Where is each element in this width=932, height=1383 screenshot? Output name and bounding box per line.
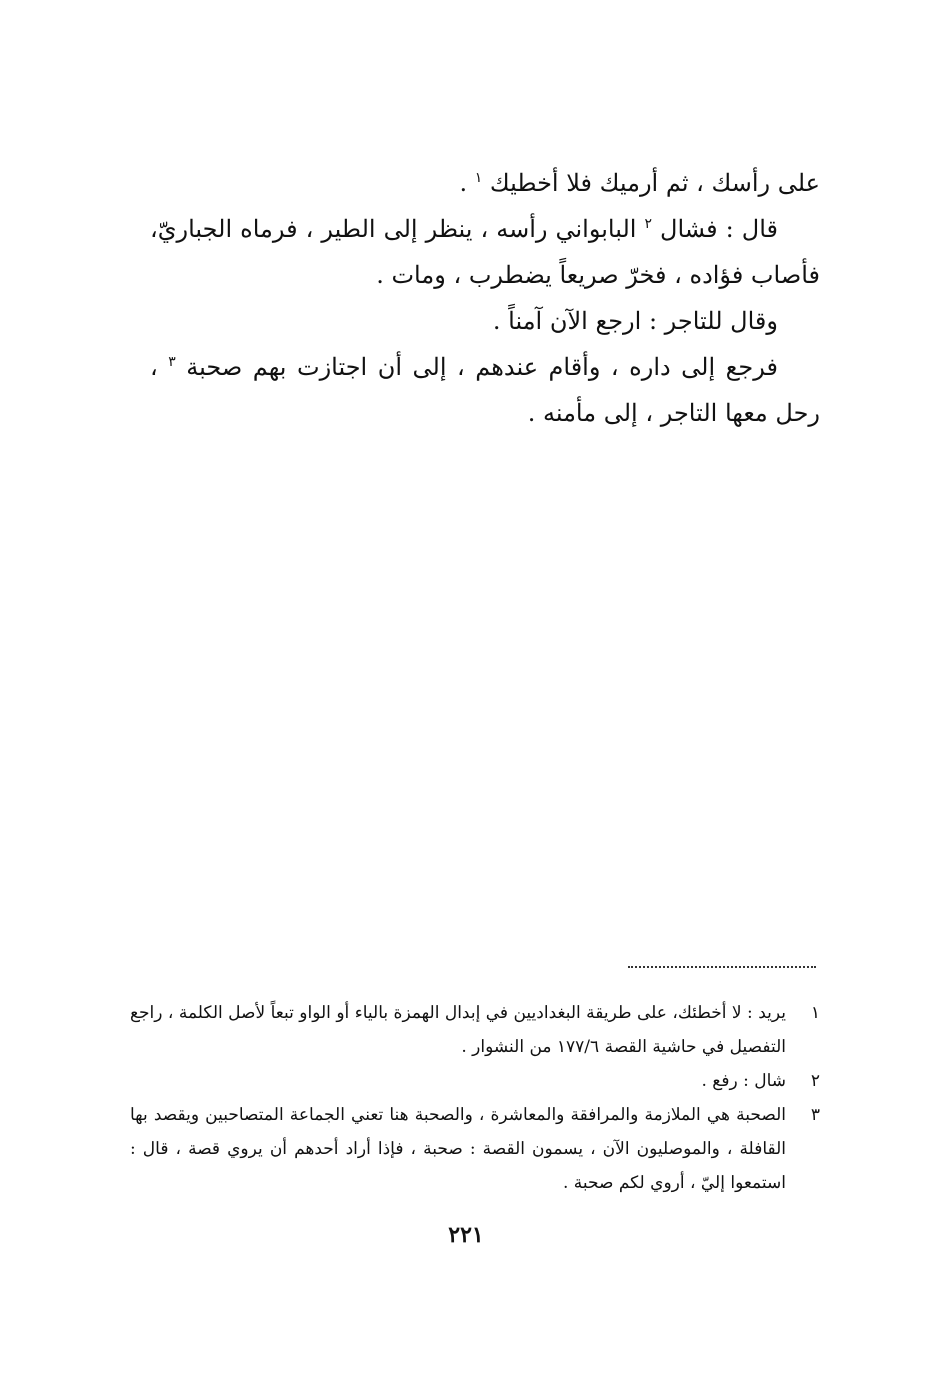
footnote-text: شال : رفع .: [701, 1071, 786, 1091]
page-number: ٢٢١: [448, 1222, 484, 1248]
paragraph-1-text: على رأسك ، ثم أرميك فلا أخطيك: [489, 169, 820, 197]
footnote-ref-3: ٣: [168, 354, 176, 370]
footnote-ref-2: ٢: [644, 216, 652, 232]
footnote-1: [130, 996, 820, 1064]
main-text-body: [150, 160, 820, 436]
paragraph-3: وقال للتاجر : ارجع الآن آمناً .: [492, 307, 778, 335]
footnote-3: [130, 1098, 820, 1200]
footnote-number: ٢: [810, 1071, 820, 1091]
paragraph-1-end: .: [459, 169, 475, 197]
footnote-ref-1: ١: [474, 170, 483, 186]
footnote-number: ٣: [810, 1105, 820, 1125]
paragraph-2-text-a: قال : فشال: [660, 215, 778, 243]
paragraph-1: [150, 160, 820, 206]
paragraph-4-text-a: فرجع إلى داره ، وأقام عندهم ، إلى أن اجتازت بهم صحبة: [186, 353, 778, 381]
paragraph-2: [150, 206, 820, 298]
footnote-text: الصحبة هي الملازمة والمرافقة والمعاشرة ، والصحبة هنا تعني الجماعة المتصاحبين ويقصد بها القافلة ، والموصليون الآن ، يسمون القصة : صحبة ، فإذا أراد أحدهم أن يروي قصة ، قال : استمعوا إليّ ، أروي لكم صحبة .: [130, 1105, 786, 1193]
paragraph-4-text-b: ، رحل معها التاجر ، إلى مأمنه .: [150, 353, 820, 427]
paragraph-4: [150, 344, 820, 436]
footnote-text: يريد : لا أخطئك، على طريقة البغداديين في إبدال الهمزة بالياء أو الواو تبعاً لأصل الكلمة ، راجع التفصيل في حاشية القصة ١٧٧/٦ من النشوار .: [130, 1003, 786, 1057]
footnotes-section: [130, 996, 820, 1200]
footnote-2: [130, 1064, 820, 1098]
footnote-number: ١: [810, 1003, 820, 1023]
footnote-divider: [628, 966, 816, 968]
paragraph-2-text-b: البابواني رأسه ، ينظر إلى الطير ، فرماه الجباريّ، فأصاب فؤاده ، فخرّ صريعاً يضطرب ، ومات .: [150, 215, 820, 289]
